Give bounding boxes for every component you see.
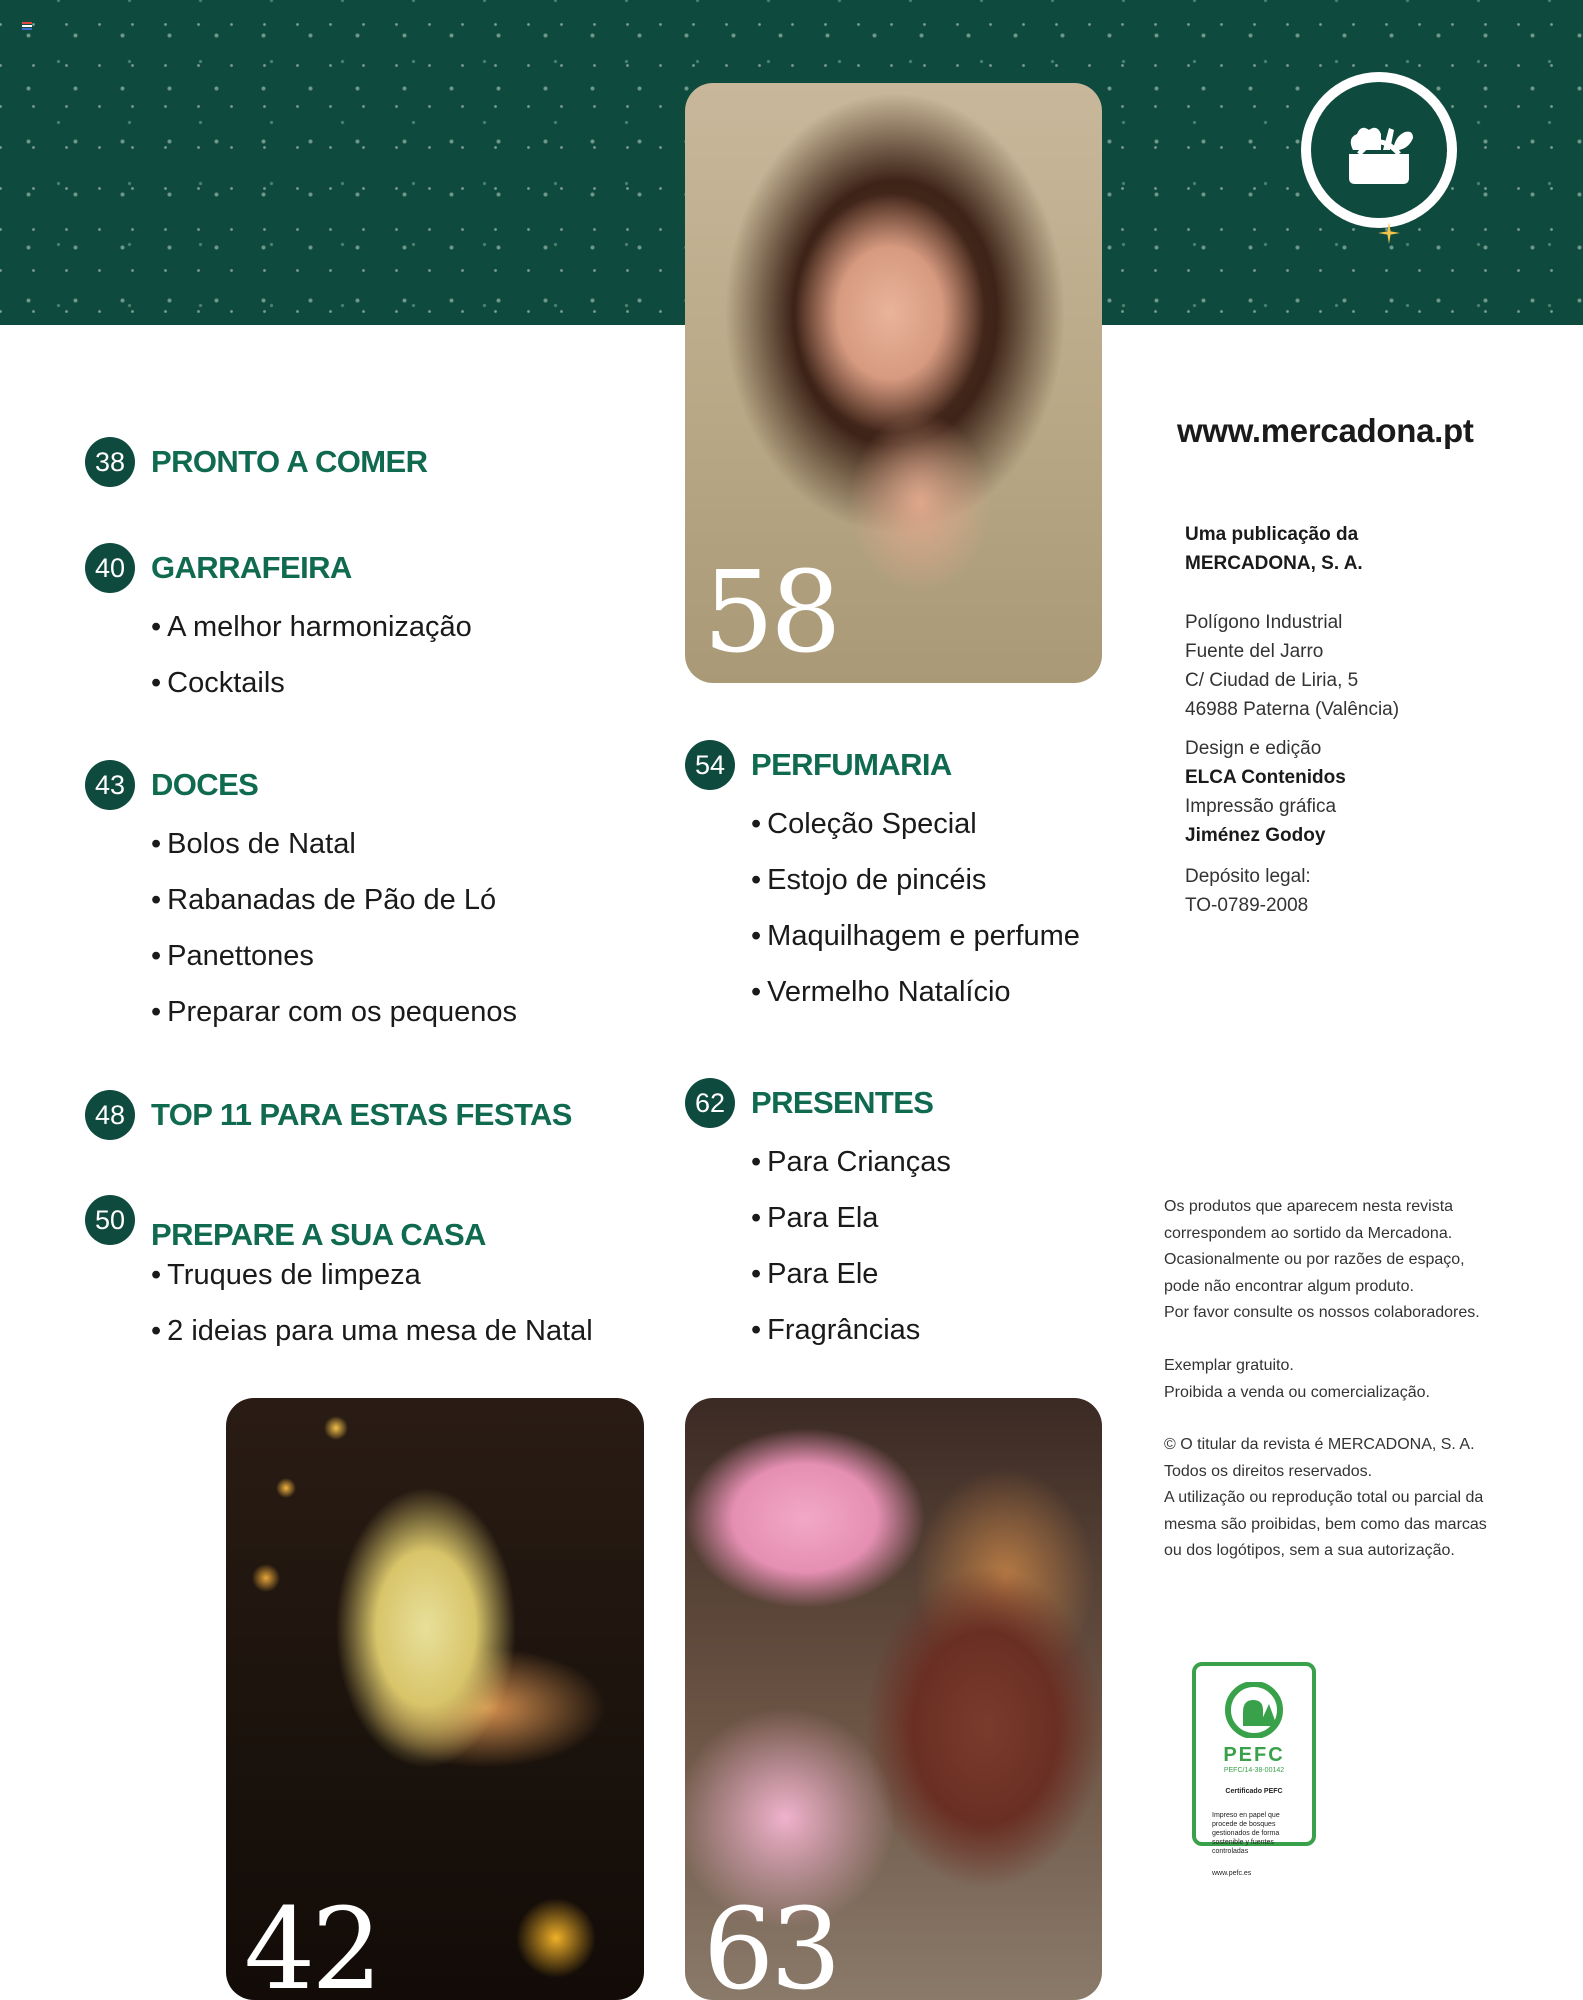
- toc-item[interactable]: • Cocktails: [151, 655, 472, 711]
- pefc-cert: Certificado PEFC: [1225, 1788, 1283, 1795]
- toc-item[interactable]: • Para Ele: [751, 1246, 951, 1302]
- section-title: PRONTO A COMER: [151, 444, 428, 479]
- toc-item[interactable]: • Maquilhagem e perfume: [751, 908, 1080, 964]
- section-title: TOP 11 PARA ESTAS FESTAS: [151, 1097, 572, 1132]
- legal-line: Ocasionalmente ou por razões de espaço,: [1164, 1251, 1465, 1268]
- toc-section-presentes[interactable]: [685, 1078, 951, 1358]
- toc-item[interactable]: • Panettones: [151, 928, 517, 984]
- toc-item[interactable]: • Truques de limpeza: [151, 1247, 593, 1303]
- section-number: 38: [85, 437, 135, 487]
- toc-item[interactable]: • Para Ela: [751, 1190, 951, 1246]
- legal-line: correspondem ao sortido da Mercadona.: [1164, 1224, 1453, 1242]
- legal-line: mesma são proibidas, bem como das marcas: [1164, 1515, 1487, 1533]
- toc-item[interactable]: • Para Crianças: [751, 1134, 951, 1190]
- pefc-desc-line: procede de bosques: [1212, 1821, 1276, 1828]
- section-title: PREPARE A SUA CASA: [151, 1217, 486, 1252]
- legal-line: pode não encontrar algum produto.: [1164, 1277, 1414, 1295]
- print-value: Jiménez Godoy: [1185, 825, 1326, 846]
- toc-item[interactable]: • A melhor harmonização: [151, 599, 472, 655]
- star-icon: [1378, 222, 1400, 244]
- photo-presentes: [685, 1398, 1102, 2000]
- toc-item[interactable]: • Estojo de pincéis: [751, 852, 1080, 908]
- deposit-value: TO-0789-2008: [1185, 895, 1309, 916]
- legal-line: Exemplar gratuito.: [1164, 1357, 1294, 1374]
- credits-block: [1185, 734, 1346, 850]
- pefc-certification-label: [1192, 1662, 1316, 1877]
- toc-section-perfumaria[interactable]: [685, 740, 1080, 1020]
- toc-item[interactable]: • Bolos de Natal: [151, 816, 517, 872]
- pefc-code: PEFC/14-38-00142: [1223, 1767, 1285, 1774]
- legal-line: Proibida a venda ou comercialização.: [1164, 1383, 1430, 1401]
- toc-item[interactable]: • Preparar com os pequenos: [151, 984, 517, 1040]
- address-line: Polígono Industrial: [1185, 612, 1343, 633]
- section-number: 43: [85, 760, 135, 810]
- address-line: 46988 Paterna (Valência): [1185, 699, 1400, 720]
- print-label: Impressão gráfica: [1185, 796, 1337, 817]
- website-link[interactable]: www.mercadona.pt: [1177, 412, 1474, 449]
- address-line: C/ Ciudad de Liria, 5: [1185, 670, 1359, 691]
- pefc-website[interactable]: www.pefc.es: [1212, 1870, 1252, 1877]
- toc-item[interactable]: • 2 ideias para uma mesa de Natal: [151, 1303, 593, 1359]
- toc-section-pronto-a-comer[interactable]: [85, 437, 427, 487]
- pefc-brand: PEFC: [1223, 1744, 1285, 1766]
- section-number: 48: [85, 1090, 135, 1140]
- legal-copyright: [1164, 1432, 1487, 1565]
- section-title: PRESENTES: [751, 1085, 934, 1120]
- toc-section-prepare-a-sua-casa[interactable]: [85, 1195, 593, 1359]
- publisher-line-1: Uma publicação da: [1185, 524, 1359, 545]
- deposit-block: [1185, 862, 1311, 920]
- basket-icon: [1331, 110, 1427, 190]
- legal-products-note: [1164, 1194, 1480, 1327]
- pefc-desc-line: gestionados de forma: [1212, 1830, 1280, 1837]
- address-line: Fuente del Jarro: [1185, 641, 1324, 662]
- section-number: 40: [85, 543, 135, 593]
- page-number-63: 63: [703, 1885, 838, 2000]
- address-block: [1185, 608, 1399, 724]
- pefc-desc-line: Impreso en papel que: [1212, 1812, 1280, 1819]
- pefc-tree-icon: [1219, 1682, 1289, 1738]
- pefc-desc-line: sostenible y fuentes: [1212, 1839, 1274, 1846]
- section-number: 54: [685, 740, 735, 790]
- pefc-desc-line: controladas: [1212, 1848, 1249, 1855]
- deposit-label: Depósito legal:: [1185, 866, 1311, 887]
- legal-free-copy: [1164, 1353, 1430, 1406]
- section-number: 50: [85, 1195, 135, 1245]
- legal-line: A utilização ou reprodução total ou parcial da: [1164, 1489, 1484, 1506]
- section-title: GARRAFEIRA: [151, 550, 352, 585]
- mercadona-logo: [1301, 72, 1457, 228]
- toc-item[interactable]: • Coleção Special: [751, 796, 1080, 852]
- section-number: 62: [685, 1078, 735, 1128]
- design-value: ELCA Contenidos: [1185, 767, 1346, 788]
- flag-icon: [22, 22, 32, 29]
- design-label: Design e edição: [1185, 738, 1322, 759]
- toc-section-garrafeira[interactable]: [85, 543, 472, 711]
- toc-section-doces[interactable]: [85, 760, 517, 1040]
- publisher-info: [1185, 520, 1363, 578]
- toc-section-top-11[interactable]: [85, 1090, 572, 1140]
- legal-line: Os produtos que aparecem nesta revista: [1164, 1198, 1454, 1215]
- section-title: DOCES: [151, 767, 259, 802]
- legal-line: Todos os direitos reservados.: [1164, 1462, 1373, 1480]
- toc-item[interactable]: • Vermelho Natalício: [751, 964, 1080, 1020]
- photo-cocktail: [226, 1398, 644, 2000]
- legal-line: Por favor consulte os nossos colaboradores.: [1164, 1304, 1480, 1321]
- legal-line: ou dos logótipos, sem a sua autorização.: [1164, 1542, 1455, 1559]
- toc-item[interactable]: • Fragrâncias: [751, 1302, 951, 1358]
- pefc-description: [1212, 1811, 1312, 1856]
- toc-item[interactable]: • Rabanadas de Pão de Ló: [151, 872, 517, 928]
- photo-perfumaria: [685, 83, 1102, 683]
- page-number-58: 58: [703, 548, 838, 678]
- page-number-42: 42: [244, 1885, 379, 2000]
- publisher-line-2: MERCADONA, S. A.: [1185, 553, 1363, 574]
- section-title: PERFUMARIA: [751, 747, 952, 782]
- legal-line: © O titular da revista é MERCADONA, S. A.: [1164, 1436, 1475, 1453]
